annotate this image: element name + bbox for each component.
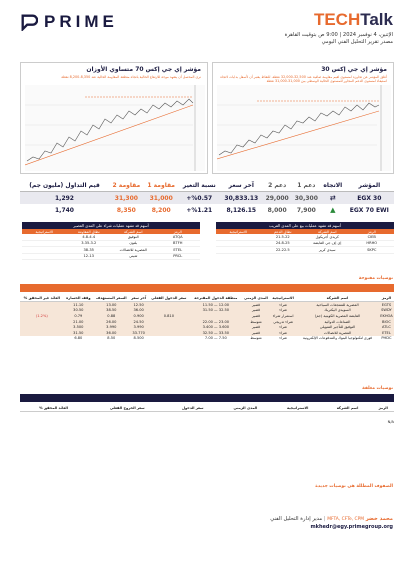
strategy xyxy=(216,234,261,239)
table-row xyxy=(20,324,394,330)
logo-text: PRIME xyxy=(44,12,118,31)
positions-cell: EKHOA xyxy=(380,313,393,318)
positions-cell: قصير xyxy=(242,313,271,319)
positions-header: السعر المستهدف xyxy=(93,295,130,302)
positions-cell: BIOC xyxy=(379,319,394,325)
summary-header-row xyxy=(20,180,394,192)
positions-cell: 8.50 xyxy=(107,336,116,341)
positions-cell: السويدي اليكتريك xyxy=(296,308,379,314)
analyst-title: مدير إدارة التحليل الفني xyxy=(270,516,323,522)
company-name: كريدي أجريكول xyxy=(315,235,339,240)
support-1: 7,900 xyxy=(296,206,316,214)
prime-logo xyxy=(20,12,118,32)
strategy xyxy=(22,247,67,252)
positions-cell: 0.88 xyxy=(93,313,130,319)
positions-header: المدى الزمني xyxy=(242,295,271,302)
shaded-rows-note: الصفوف المظللة هي توصيات جديدة xyxy=(315,484,393,489)
positions-cell: 3.500 xyxy=(64,324,93,330)
change-pct: %0.57+ xyxy=(179,192,220,205)
closed-header: الاستراتيجية xyxy=(273,405,323,412)
closed-header: المدى الزمني xyxy=(218,405,273,412)
positions-cell: متوسط xyxy=(250,336,262,341)
strategy xyxy=(22,254,67,259)
trading-value: 1,292 xyxy=(20,192,109,205)
closed-positions-table xyxy=(20,405,394,412)
index-summary-table xyxy=(20,180,394,216)
ticker: HRHO xyxy=(366,241,378,246)
egx30-chart-panel xyxy=(212,62,394,174)
closed-header: سعر الخروج الفعلي xyxy=(87,405,168,412)
table-row xyxy=(216,247,394,253)
support-2: 29,000 xyxy=(263,192,292,205)
prime-logo-icon xyxy=(20,13,38,31)
positions-header: سعر الدخول الفعلي xyxy=(148,295,190,302)
report-header xyxy=(0,0,415,52)
range: 3.35-3.2 xyxy=(81,241,97,246)
summary-header: مقاومة 2 xyxy=(109,180,144,192)
positions-cell: 31.50 xyxy=(64,330,93,336)
index-name: EGX 70 EWI xyxy=(349,206,389,214)
support-1: 30,300 xyxy=(292,192,321,205)
positions-cell xyxy=(20,336,64,342)
positions-cell: 38.50 xyxy=(93,308,130,314)
positions-cell: 3.990 xyxy=(93,324,130,330)
positions-header: وقف الخسارة xyxy=(64,295,93,302)
table-row xyxy=(20,336,394,342)
ticker: CIEB xyxy=(367,235,376,240)
change-pct: %1.21+ xyxy=(186,206,213,214)
positions-header: اسم الشركة xyxy=(296,295,379,302)
summary-row-egx30 xyxy=(20,192,394,205)
positions-cell: 33.770 xyxy=(130,330,148,336)
mini-header-cell: نطاق الدعم xyxy=(274,229,292,234)
positions-cell: 13.00 xyxy=(93,302,130,308)
range: 12-13 xyxy=(83,254,94,259)
egx70-chart-title: مؤشر إي جي إكس 70 متساوي الأوزان xyxy=(86,66,201,73)
report-date: الإثنين، 4 نوفمبر 2024 | 9:00 ص بتوقيت القاهرة xyxy=(284,32,393,38)
brand-talk: Talk xyxy=(360,10,393,29)
company-name: إي إف جي القابضة xyxy=(313,241,342,246)
analyst-signature: محمد خضر MFTA, CFTe, CPM | مدير إدارة التحليل الفني mkhedr@egy.primegroup.org xyxy=(270,516,393,530)
egx70-chart-note: نرى المحتمل أن يشهد موجة للارتفاع الحالية باتجاه منطقة المقاومة الحالية عند 8,350-8,200 نقطة xyxy=(61,75,201,79)
positions-cell: PHDC xyxy=(381,336,392,341)
closed-header: العائد المحقق % xyxy=(20,405,87,412)
positions-cell: (1.2%) xyxy=(20,313,64,319)
company-name: سيدي كرير xyxy=(318,247,336,252)
open-positions-table xyxy=(20,295,394,341)
positions-cell: 23.00 — 22.00 xyxy=(190,319,242,325)
summary-header: نسبة التغير xyxy=(179,180,220,192)
positions-cell: شراء xyxy=(270,324,296,330)
brand-tech: TECH xyxy=(313,10,361,29)
closed-header: سعر الدخول xyxy=(168,405,218,412)
positions-cell: شراء xyxy=(270,330,296,336)
positions-cell: قصير xyxy=(242,324,271,330)
positions-cell: 8.500 xyxy=(133,336,144,341)
positions-cell: شراء xyxy=(279,336,287,341)
mini-header-cell: اسم الشركة xyxy=(124,229,143,234)
positions-header: الرمز xyxy=(379,295,394,302)
positions-cell: استمرار شراء xyxy=(270,313,296,319)
range: 38-35 xyxy=(83,247,94,252)
positions-cell: 3.600 — 3.400 xyxy=(190,324,242,330)
summary-header: دعم 2 xyxy=(263,180,292,192)
open-positions-label: توصيات مفتوحة xyxy=(358,276,393,281)
positions-cell: 36.00 xyxy=(93,330,130,336)
company-name: النوفيق xyxy=(127,235,139,240)
positions-cell: متوسط xyxy=(242,319,271,325)
positions-header: منطقة الدخول المقترحة xyxy=(190,295,242,302)
open-positions-bar xyxy=(20,284,394,292)
positions-cell: 33.50 — 32.50 xyxy=(190,330,242,336)
ticker: ETEL xyxy=(173,247,183,252)
positions-header: آخر سعر xyxy=(131,296,147,300)
company-name: شيني xyxy=(129,254,138,259)
range: 4.8-4.4 xyxy=(82,235,96,240)
short-term-buy-table xyxy=(22,222,200,260)
positions-cell: 26.00 xyxy=(93,319,130,325)
mini-header-cell: الاستراتيجية xyxy=(229,229,248,234)
positions-cell: شراء xyxy=(270,308,296,314)
positions-cell: 12.50 xyxy=(130,302,148,308)
positions-cell: قصير xyxy=(242,330,271,336)
closed-positions-label: توصيات مغلقة xyxy=(362,386,393,391)
closed-header: الرمز xyxy=(373,405,394,412)
positions-cell: ETEL xyxy=(379,330,394,336)
table-row xyxy=(22,254,200,260)
closed-header: اسم الشركة xyxy=(323,405,373,412)
summary-header: قيم التداول (مليون جم) xyxy=(20,180,109,192)
positions-cell: 7.50 — 7.00 xyxy=(204,336,227,341)
positions-cell xyxy=(148,336,190,342)
positions-cell: شراء تدريجي xyxy=(270,319,296,325)
positions-cell: 32.50 — 31.50 xyxy=(190,308,242,314)
positions-cell: 24.50 xyxy=(130,319,148,325)
strategy xyxy=(22,241,67,246)
strategy xyxy=(22,234,67,239)
egx30-chart-note: أغلق المؤشر عن تجاوزه لمستوى لقيم مقاومة صافية عند 32,500-32,000 نقطة، للنقاط يعتبر أن لأسفل بدايات لاتجاه استيفاء لمستوى الدعم المجاور للمستوى الحالية الوسطى بين 31,000-31,000 نقطة xyxy=(220,75,387,84)
positions-cell: 21.00 xyxy=(64,319,93,325)
report-subtitle: مصدر تقرير التحليل الفني اليومي xyxy=(321,39,393,45)
positions-cell: شراء xyxy=(270,302,296,308)
summary-header: الاتجاه xyxy=(321,180,345,192)
last-price: 8,126.15 xyxy=(226,206,257,214)
positions-cell: 36.00 xyxy=(130,308,148,314)
resistance-1: 8,200 xyxy=(151,206,171,214)
mini-header-cell: اسم الشركة xyxy=(318,229,337,234)
positions-cell: 3.990 xyxy=(130,324,148,330)
positions-cell: الصناعات الدوائية xyxy=(296,319,379,325)
trend-sideways-icon: ⇄ xyxy=(321,192,345,205)
ticker: SKPC xyxy=(367,247,377,252)
range: 21.5-22 xyxy=(275,235,290,240)
positions-header: العائد غير المحقق % xyxy=(20,295,64,302)
resistance-2: 8,350 xyxy=(116,206,136,214)
mini-header-cell: الرمز xyxy=(173,229,182,234)
summary-header: المؤشر xyxy=(345,180,394,192)
egx70-price-chart xyxy=(25,85,205,171)
strategy xyxy=(216,247,261,252)
positions-cell: قصير xyxy=(242,308,271,314)
trading-value: 1,740 xyxy=(54,206,74,214)
positions-cell: 12.00 — 11.50 xyxy=(190,302,242,308)
egx30-price-chart xyxy=(217,85,391,171)
analyst-credentials: MFTA, CFTe, CPM xyxy=(327,517,365,522)
egx70-chart-panel xyxy=(20,62,208,174)
strategy xyxy=(216,241,261,246)
mini-header-cell: الاستراتيجية xyxy=(35,229,54,234)
positions-header: الاستراتيجية xyxy=(270,295,296,302)
mini-header-cell: الرمز xyxy=(367,229,376,234)
table-row xyxy=(20,319,394,325)
positions-cell: القابضة المصرية الكويتية (جم) xyxy=(296,313,379,319)
techtalk-brand xyxy=(285,10,393,45)
positions-cell: 11.10 xyxy=(64,302,93,308)
mini-header-cell: نطاق المقاومة xyxy=(77,229,100,234)
positions-cell: ATLC xyxy=(379,324,394,330)
positions-cell: التوفيق للتأجير التمويلي xyxy=(296,324,379,330)
positions-cell: فوري لتكنولوجيا البنوك والمدفوعات الإلكترونية xyxy=(302,336,373,341)
positions-cell: 0.79 xyxy=(64,313,93,319)
resistance-1: 31,000 xyxy=(144,192,179,205)
summary-header: آخر سعر xyxy=(220,180,263,192)
index-name: EGX 30 xyxy=(345,192,394,205)
positions-cell: EGTS xyxy=(379,302,394,308)
positions-cell: SWDY xyxy=(379,308,394,314)
egx30-chart-title: مؤشر إي جي إكس 30 xyxy=(321,66,387,73)
company-name: بلتون xyxy=(129,241,138,246)
positions-cell: قصير xyxy=(242,302,271,308)
positions-cell: 6.80 xyxy=(74,336,83,341)
trend-up-icon: ▲ xyxy=(330,206,336,214)
closed-header-row xyxy=(20,405,394,412)
positions-cell: 30.50 xyxy=(64,308,93,314)
table-row xyxy=(20,330,394,336)
ticker: PRCL xyxy=(173,254,183,259)
positions-cell: 0.810 xyxy=(148,313,190,319)
positions-cell: المصرية للمنتجعات السياحية xyxy=(296,302,379,308)
positions-cell: المصرية للاتصالات xyxy=(296,330,379,336)
ticker: ATQA xyxy=(172,235,183,240)
summary-header: مقاومة 1 xyxy=(144,180,179,192)
range: 22-22.5 xyxy=(275,247,290,252)
summary-row-egx70 xyxy=(20,204,394,216)
table-row xyxy=(20,308,394,314)
support-2: 8,000 xyxy=(267,206,287,214)
resistance-2: 31,300 xyxy=(109,192,144,205)
positions-cell: 0.900 xyxy=(130,313,148,319)
closed-empty: N/A xyxy=(387,420,394,424)
closed-positions-bar xyxy=(20,394,394,402)
table-row xyxy=(20,302,394,308)
ticker: BTFH xyxy=(173,241,183,246)
short-term-sell-table xyxy=(216,222,394,254)
mini-table-title: أسهم قد تشهد عمليات بيع على المدى القريب xyxy=(216,222,394,229)
summary-header: دعم 1 xyxy=(292,180,321,192)
analyst-name: محمد خضر xyxy=(365,516,393,522)
analyst-email[interactable]: mkhedr@egy.primegroup.org xyxy=(310,524,393,530)
range: 24.8-25 xyxy=(275,241,290,246)
mini-table-title: أسهم قد تشهد عمليات شراء على المدى القصير xyxy=(22,222,200,229)
last-price: 30,833.13 xyxy=(220,192,263,205)
company-name: المصرية للاتصالات xyxy=(119,247,147,252)
